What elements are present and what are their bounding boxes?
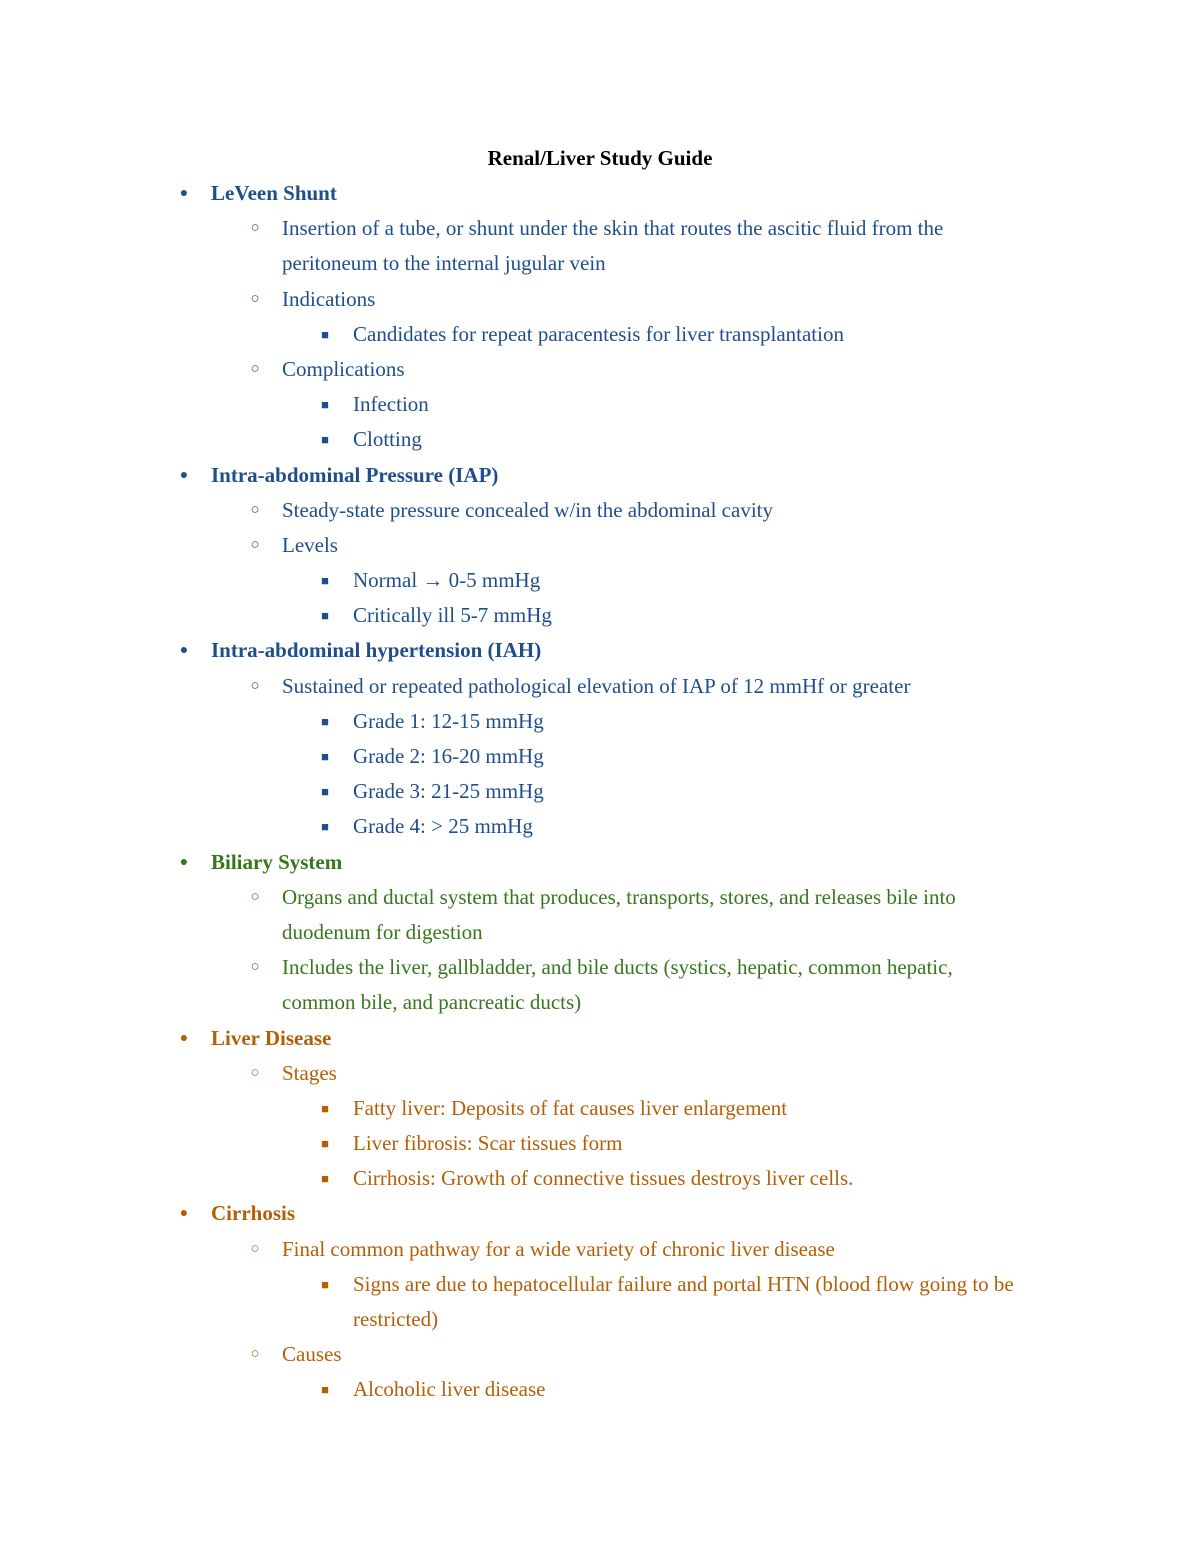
study-outline [0, 176, 1200, 1408]
bullet-icon: ○ [250, 888, 260, 905]
bullet-icon: ○ [250, 1240, 260, 1257]
outline-item-level-2 [0, 1337, 1200, 1372]
outline-item-level-1 [0, 1196, 1200, 1231]
outline-item-level-3 [0, 1267, 1200, 1302]
bullet-icon: ■ [321, 573, 329, 589]
outline-item-text: Sustained or repeated pathological elevation of IAP of 12 mmHf or greater [282, 673, 911, 698]
outline-item-level-1 [0, 845, 1200, 880]
outline-item-level-1 [0, 458, 1200, 493]
outline-item-text: peritoneum to the internal jugular vein [282, 251, 606, 276]
outline-item-text: Critically ill 5-7 mmHg [353, 603, 552, 628]
outline-item-text: Liver Disease [211, 1025, 332, 1050]
bullet-icon: ■ [321, 397, 329, 413]
outline-item-level-3 [0, 387, 1200, 422]
bullet-icon: ● [179, 854, 189, 870]
bullet-icon: ■ [321, 784, 329, 800]
outline-item-text: Normal → 0-5 mmHg [353, 568, 541, 593]
outline-item-level-3 [0, 422, 1200, 457]
outline-item-level-2 [0, 1056, 1200, 1091]
bullet-icon: ■ [321, 713, 329, 729]
outline-item-text: Biliary System [211, 849, 343, 874]
bullet-icon: ■ [321, 1276, 329, 1292]
outline-item-level-3 [0, 563, 1200, 598]
outline-item-text: duodenum for digestion [282, 919, 483, 944]
outline-item-text: Signs are due to hepatocellular failure and portal HTN (blood flow going to be [353, 1271, 1014, 1296]
bullet-icon: ○ [250, 501, 260, 518]
outline-item-text: Cirrhosis [211, 1201, 295, 1226]
outline-item-level-2 [0, 493, 1200, 528]
outline-item-text: Grade 4: > 25 mmHg [353, 814, 533, 839]
outline-item-text: Steady-state pressure concealed w/in the abdominal cavity [282, 497, 773, 522]
outline-item-level-3 [0, 1372, 1200, 1407]
outline-item-level-3 [0, 809, 1200, 844]
outline-item-level-2 [0, 211, 1200, 246]
outline-item-level-3 [0, 1302, 1200, 1337]
outline-item-text: Complications [282, 356, 405, 381]
bullet-icon: ■ [321, 432, 329, 448]
outline-item-level-2 [0, 915, 1200, 950]
outline-item-text: Intra-abdominal Pressure (IAP) [211, 462, 499, 487]
bullet-icon: ■ [321, 1382, 329, 1398]
outline-item-text: common bile, and pancreatic ducts) [282, 990, 582, 1015]
bullet-icon: ■ [321, 1171, 329, 1187]
outline-item-text: Intra-abdominal hypertension (IAH) [211, 638, 542, 663]
outline-item-level-3 [0, 1091, 1200, 1126]
outline-item-level-1 [0, 633, 1200, 668]
bullet-icon: ● [179, 467, 189, 483]
outline-item-level-3 [0, 598, 1200, 633]
outline-item-text: Clotting [353, 427, 422, 452]
outline-item-text: restricted) [353, 1307, 439, 1331]
bullet-icon: ○ [250, 1064, 260, 1081]
bullet-icon: ■ [321, 608, 329, 624]
outline-item-level-2 [0, 950, 1200, 985]
bullet-icon: ○ [250, 1346, 260, 1363]
outline-item-level-3 [0, 774, 1200, 809]
outline-item-level-1 [0, 1021, 1200, 1056]
outline-item-text: Causes [282, 1342, 342, 1367]
bullet-icon: ○ [250, 220, 260, 237]
outline-item-level-2 [0, 282, 1200, 317]
outline-item-text: Candidates for repeat paracentesis for liver transplantation [353, 321, 844, 346]
outline-item-text: Alcoholic liver disease [353, 1377, 546, 1402]
bullet-icon: ● [179, 643, 189, 659]
outline-item-text: Grade 1: 12-15 mmHg [353, 708, 544, 733]
outline-item-text: LeVeen Shunt [211, 181, 337, 205]
outline-item-text: Grade 2: 16-20 mmHg [353, 744, 544, 768]
outline-item-level-2 [0, 985, 1200, 1020]
outline-item-level-3 [0, 317, 1200, 352]
bullet-icon: ○ [250, 959, 260, 976]
document-title: Renal/Liver Study Guide [487, 146, 713, 170]
bullet-icon: ■ [321, 819, 329, 835]
bullet-icon: ■ [321, 749, 329, 764]
outline-item-level-2 [0, 352, 1200, 387]
outline-item-text: Levels [282, 532, 338, 557]
outline-item-level-2 [0, 528, 1200, 563]
bullet-icon: ○ [250, 360, 260, 377]
outline-item-text: Stages [282, 1060, 337, 1085]
bullet-icon: ■ [321, 1100, 329, 1116]
bullet-icon: ○ [250, 677, 260, 694]
bullet-icon: ○ [250, 290, 260, 307]
outline-item-text: Liver fibrosis: Scar tissues form [353, 1131, 623, 1156]
bullet-icon: ■ [321, 1136, 329, 1152]
bullet-icon: ○ [250, 536, 260, 553]
outline-item-text: Infection [353, 392, 429, 417]
outline-item-text: Final common pathway for a wide variety of chronic liver disease [282, 1236, 835, 1261]
outline-item-text: Fatty liver: Deposits of fat causes liver enlargement [353, 1095, 788, 1120]
outline-item-text: Insertion of a tube, or shunt under the skin that routes the ascitic fluid from the [282, 216, 944, 241]
outline-item-level-1 [0, 176, 1200, 211]
outline-item-text: Grade 3: 21-25 mmHg [353, 779, 544, 804]
outline-item-text: Indications [282, 286, 376, 311]
outline-item-level-3 [0, 1126, 1200, 1161]
outline-item-level-2 [0, 1232, 1200, 1267]
bullet-icon: ■ [321, 326, 329, 342]
outline-item-level-3 [0, 704, 1200, 739]
bullet-icon: ● [179, 1206, 189, 1222]
bullet-icon: ● [179, 1030, 189, 1046]
outline-item-text: Includes the liver, gallbladder, and bile ducts (systics, hepatic, common hepatic, [282, 955, 953, 980]
bullet-icon: ● [179, 186, 189, 201]
outline-item-text: Cirrhosis: Growth of connective tissues destroys liver cells. [353, 1166, 854, 1191]
outline-item-level-3 [0, 739, 1200, 774]
outline-item-text: Organs and ductal system that produces, transports, stores, and releases bile into [282, 884, 956, 909]
outline-item-level-2 [0, 880, 1200, 915]
outline-item-level-2 [0, 246, 1200, 281]
outline-item-level-2 [0, 669, 1200, 704]
outline-item-level-3 [0, 1161, 1200, 1196]
